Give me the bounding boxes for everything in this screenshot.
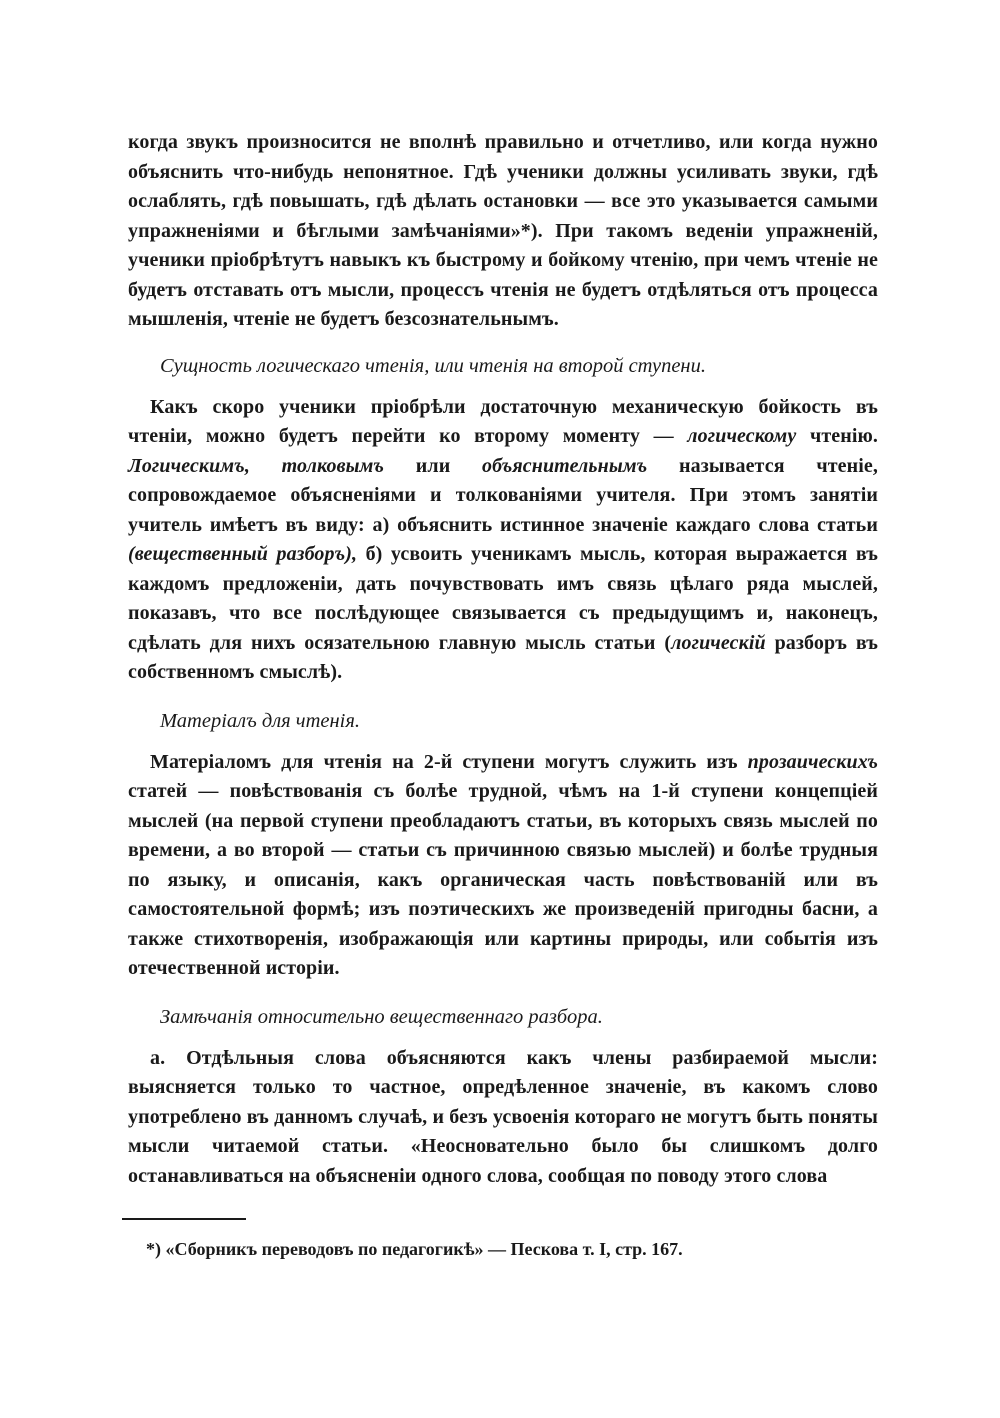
paragraph-3: Матеріаломъ для чтенія на 2-й ступени могутъ служить изъ прозаическихъ статей — повѣствованія съ болѣе трудной, чѣмъ на 1-й ступени концепціей мыслей (на первой ступени преобладаютъ статьи, въ которыхъ связь мыслей по времени, а во второй — статьи съ причинною связью мыслей) и болѣе трудныя по языку, и описанія, какъ органическая часть повѣствованій или въ самостоятельной формѣ; изъ поэтическихъ же произведеній пригодны басни, а также стихотворенія, изображающія или картины природы, или событія изъ отечественной исторіи.	[128, 750, 878, 979]
paragraph-4: а. Отдѣльныя слова объясняются какъ члены разбираемой мысли: выясняется только то частное, опредѣленное значеніе, въ какомъ слово употреблено въ данномъ случаѣ, и безъ усвоенія котораго не могутъ быть поняты мысли читаемой статьи. «Неосновательно было бы слишкомъ долго останавливаться на объясненіи одного слова, сообщая по поводу этого слова	[128, 1046, 878, 1187]
section-heading-reading-material: Матеріалъ для чтенія.	[160, 709, 361, 732]
footnote-divider	[122, 1218, 246, 1220]
paragraph-2: Какъ скоро ученики пріобрѣли достаточную механическую бойкость въ чтеніи, можно будетъ перейти ко второму моменту — логическому чтенію. Логическимъ, толковымъ или объяснительнымъ называется чтеніе, сопровождаемое объясненіями и толкованіями учителя. При этомъ занятіи учитель имѣетъ въ виду: а) объяснить истинное значеніе каждаго слова статьи (вещественный разборъ), б) усвоить ученикамъ мысль, которая выражается въ каждомъ предложеніи, дать почувствовать имъ связь цѣлаго ряда мыслей, показавъ, что все послѣдующее связывается съ предыдущимъ и, наконецъ, сдѣлать для нихъ осязательною главную мысль статьи (логическій разборъ въ собственномъ смыслѣ).	[128, 395, 878, 683]
footnote: *) «Сборникъ переводовъ по педагогикѣ» — Пескова т. I, стр. 167.	[146, 1239, 683, 1259]
section-heading-logical-reading: Сущность логическаго чтенія, или чтенія на второй ступени.	[160, 354, 706, 377]
paragraph-1: когда звукъ произносится не вполнѣ правильно и отчетливо, или когда нужно объяснить что-нибудь непонятное. Гдѣ ученики должны усиливать звуки, гдѣ ослаблять, гдѣ повышать, гдѣ дѣлать остановки — все это указывается самыми упражненіями и бѣглыми замѣчаніями»*). При такомъ веденіи упражненій, ученики пріобрѣтутъ навыкъ къ быстрому и бойкому чтенію, при чемъ чтеніе не будетъ отставать отъ мысли, процессъ чтенія не будетъ отдѣляться отъ процесса мышленія, чтеніе не будетъ безсознательнымъ.	[128, 131, 878, 330]
section-heading-material-analysis: Замѣчанія относительно вещественнаго разбора.	[160, 1005, 603, 1028]
page-body	[128, 128, 878, 1191]
